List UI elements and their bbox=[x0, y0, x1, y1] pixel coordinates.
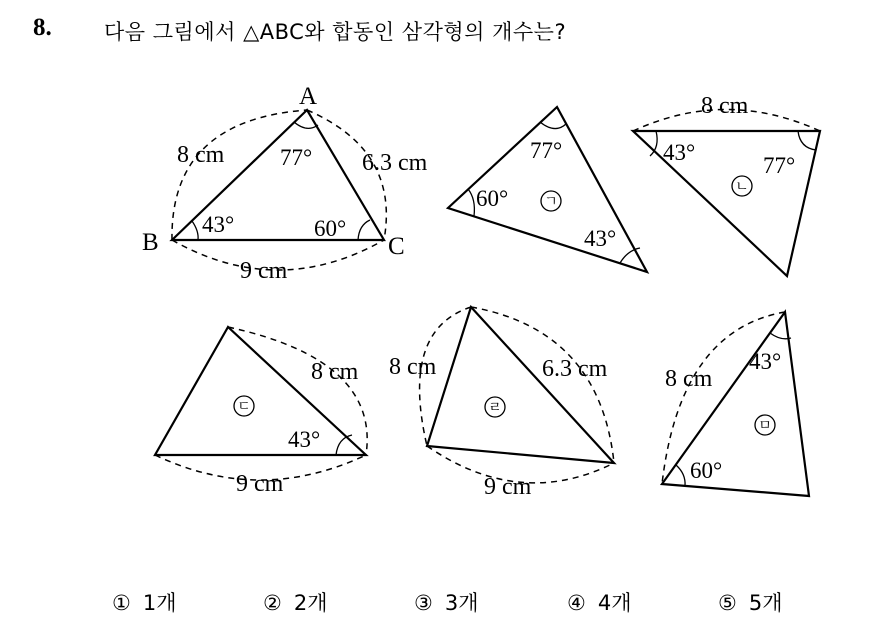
vertex-a: A bbox=[299, 83, 318, 110]
choice-2[interactable] bbox=[263, 587, 327, 617]
choice-5[interactable] bbox=[718, 587, 782, 617]
side-ab-label: 8 cm bbox=[177, 142, 225, 168]
triangle-1-angle-top: 77° bbox=[530, 138, 563, 163]
angle-c-label: 60° bbox=[314, 216, 347, 241]
triangle-5-angle-bottom: 60° bbox=[690, 458, 723, 483]
triangle-4 bbox=[427, 307, 614, 463]
angle-mark-b bbox=[192, 221, 198, 240]
angle-mark-1-left bbox=[468, 189, 474, 216]
answer-choices bbox=[0, 587, 884, 617]
triangle-4-side-right: 6.3 cm bbox=[542, 356, 608, 382]
choice-4-text: 4개 bbox=[597, 591, 632, 615]
choice-4[interactable] bbox=[567, 587, 631, 617]
question-text: 다음 그림에서 △ABC와 합동인 삼각형의 개수는? bbox=[104, 20, 567, 44]
angle-b-label: 43° bbox=[202, 212, 235, 237]
question-number: 8. bbox=[33, 14, 52, 41]
choice-2-marker: ② bbox=[263, 591, 282, 615]
vertex-c: C bbox=[388, 233, 405, 260]
angle-mark-5-bottom bbox=[676, 465, 685, 486]
triangle-3 bbox=[155, 327, 366, 455]
triangle-2-angle-right: 77° bbox=[763, 153, 796, 178]
choice-1-marker: ① bbox=[112, 591, 131, 615]
triangle-4-label: ㄹ bbox=[488, 401, 502, 416]
choice-5-marker: ⑤ bbox=[718, 591, 737, 615]
choice-3-text: 3개 bbox=[444, 591, 479, 615]
triangle-3-side-right: 8 cm bbox=[311, 359, 359, 385]
triangle-2-angle-left: 43° bbox=[663, 140, 696, 165]
triangle-1-label: ㄱ bbox=[544, 195, 558, 210]
triangle-1-angle-left: 60° bbox=[476, 186, 509, 211]
triangle-1-angle-bottom: 43° bbox=[584, 226, 617, 251]
choice-1[interactable] bbox=[112, 587, 176, 617]
choice-3[interactable] bbox=[414, 587, 478, 617]
angle-a-label: 77° bbox=[280, 145, 313, 170]
triangle-4-side-left: 8 cm bbox=[389, 354, 437, 380]
triangle-5-label: ㅁ bbox=[758, 419, 772, 434]
angle-mark-3-right bbox=[336, 435, 352, 455]
side-ac-label: 6.3 cm bbox=[362, 150, 428, 176]
choice-3-marker: ③ bbox=[414, 591, 433, 615]
triangle-3-label: ㄷ bbox=[237, 400, 251, 415]
angle-mark-2-right bbox=[798, 131, 816, 150]
triangle-2-label: ㄴ bbox=[735, 180, 749, 195]
side-bc-label: 9 cm bbox=[240, 258, 288, 284]
angle-mark-c bbox=[358, 220, 370, 240]
triangle-5-side-left: 8 cm bbox=[665, 366, 713, 392]
triangle-5-angle-top: 43° bbox=[749, 349, 782, 374]
triangle-5 bbox=[662, 312, 809, 496]
angle-mark-1-top bbox=[540, 122, 566, 129]
triangle-2-side-top: 8 cm bbox=[701, 93, 749, 119]
triangle-3-angle-right: 43° bbox=[288, 427, 321, 452]
choice-1-text: 1개 bbox=[142, 591, 177, 615]
triangle-3-side-bottom: 9 cm bbox=[236, 471, 284, 497]
choice-5-text: 5개 bbox=[748, 591, 783, 615]
triangle-4-side-bottom: 9 cm bbox=[484, 474, 532, 500]
choice-2-text: 2개 bbox=[293, 591, 328, 615]
vertex-b: B bbox=[142, 229, 159, 256]
choice-4-marker: ④ bbox=[567, 591, 586, 615]
